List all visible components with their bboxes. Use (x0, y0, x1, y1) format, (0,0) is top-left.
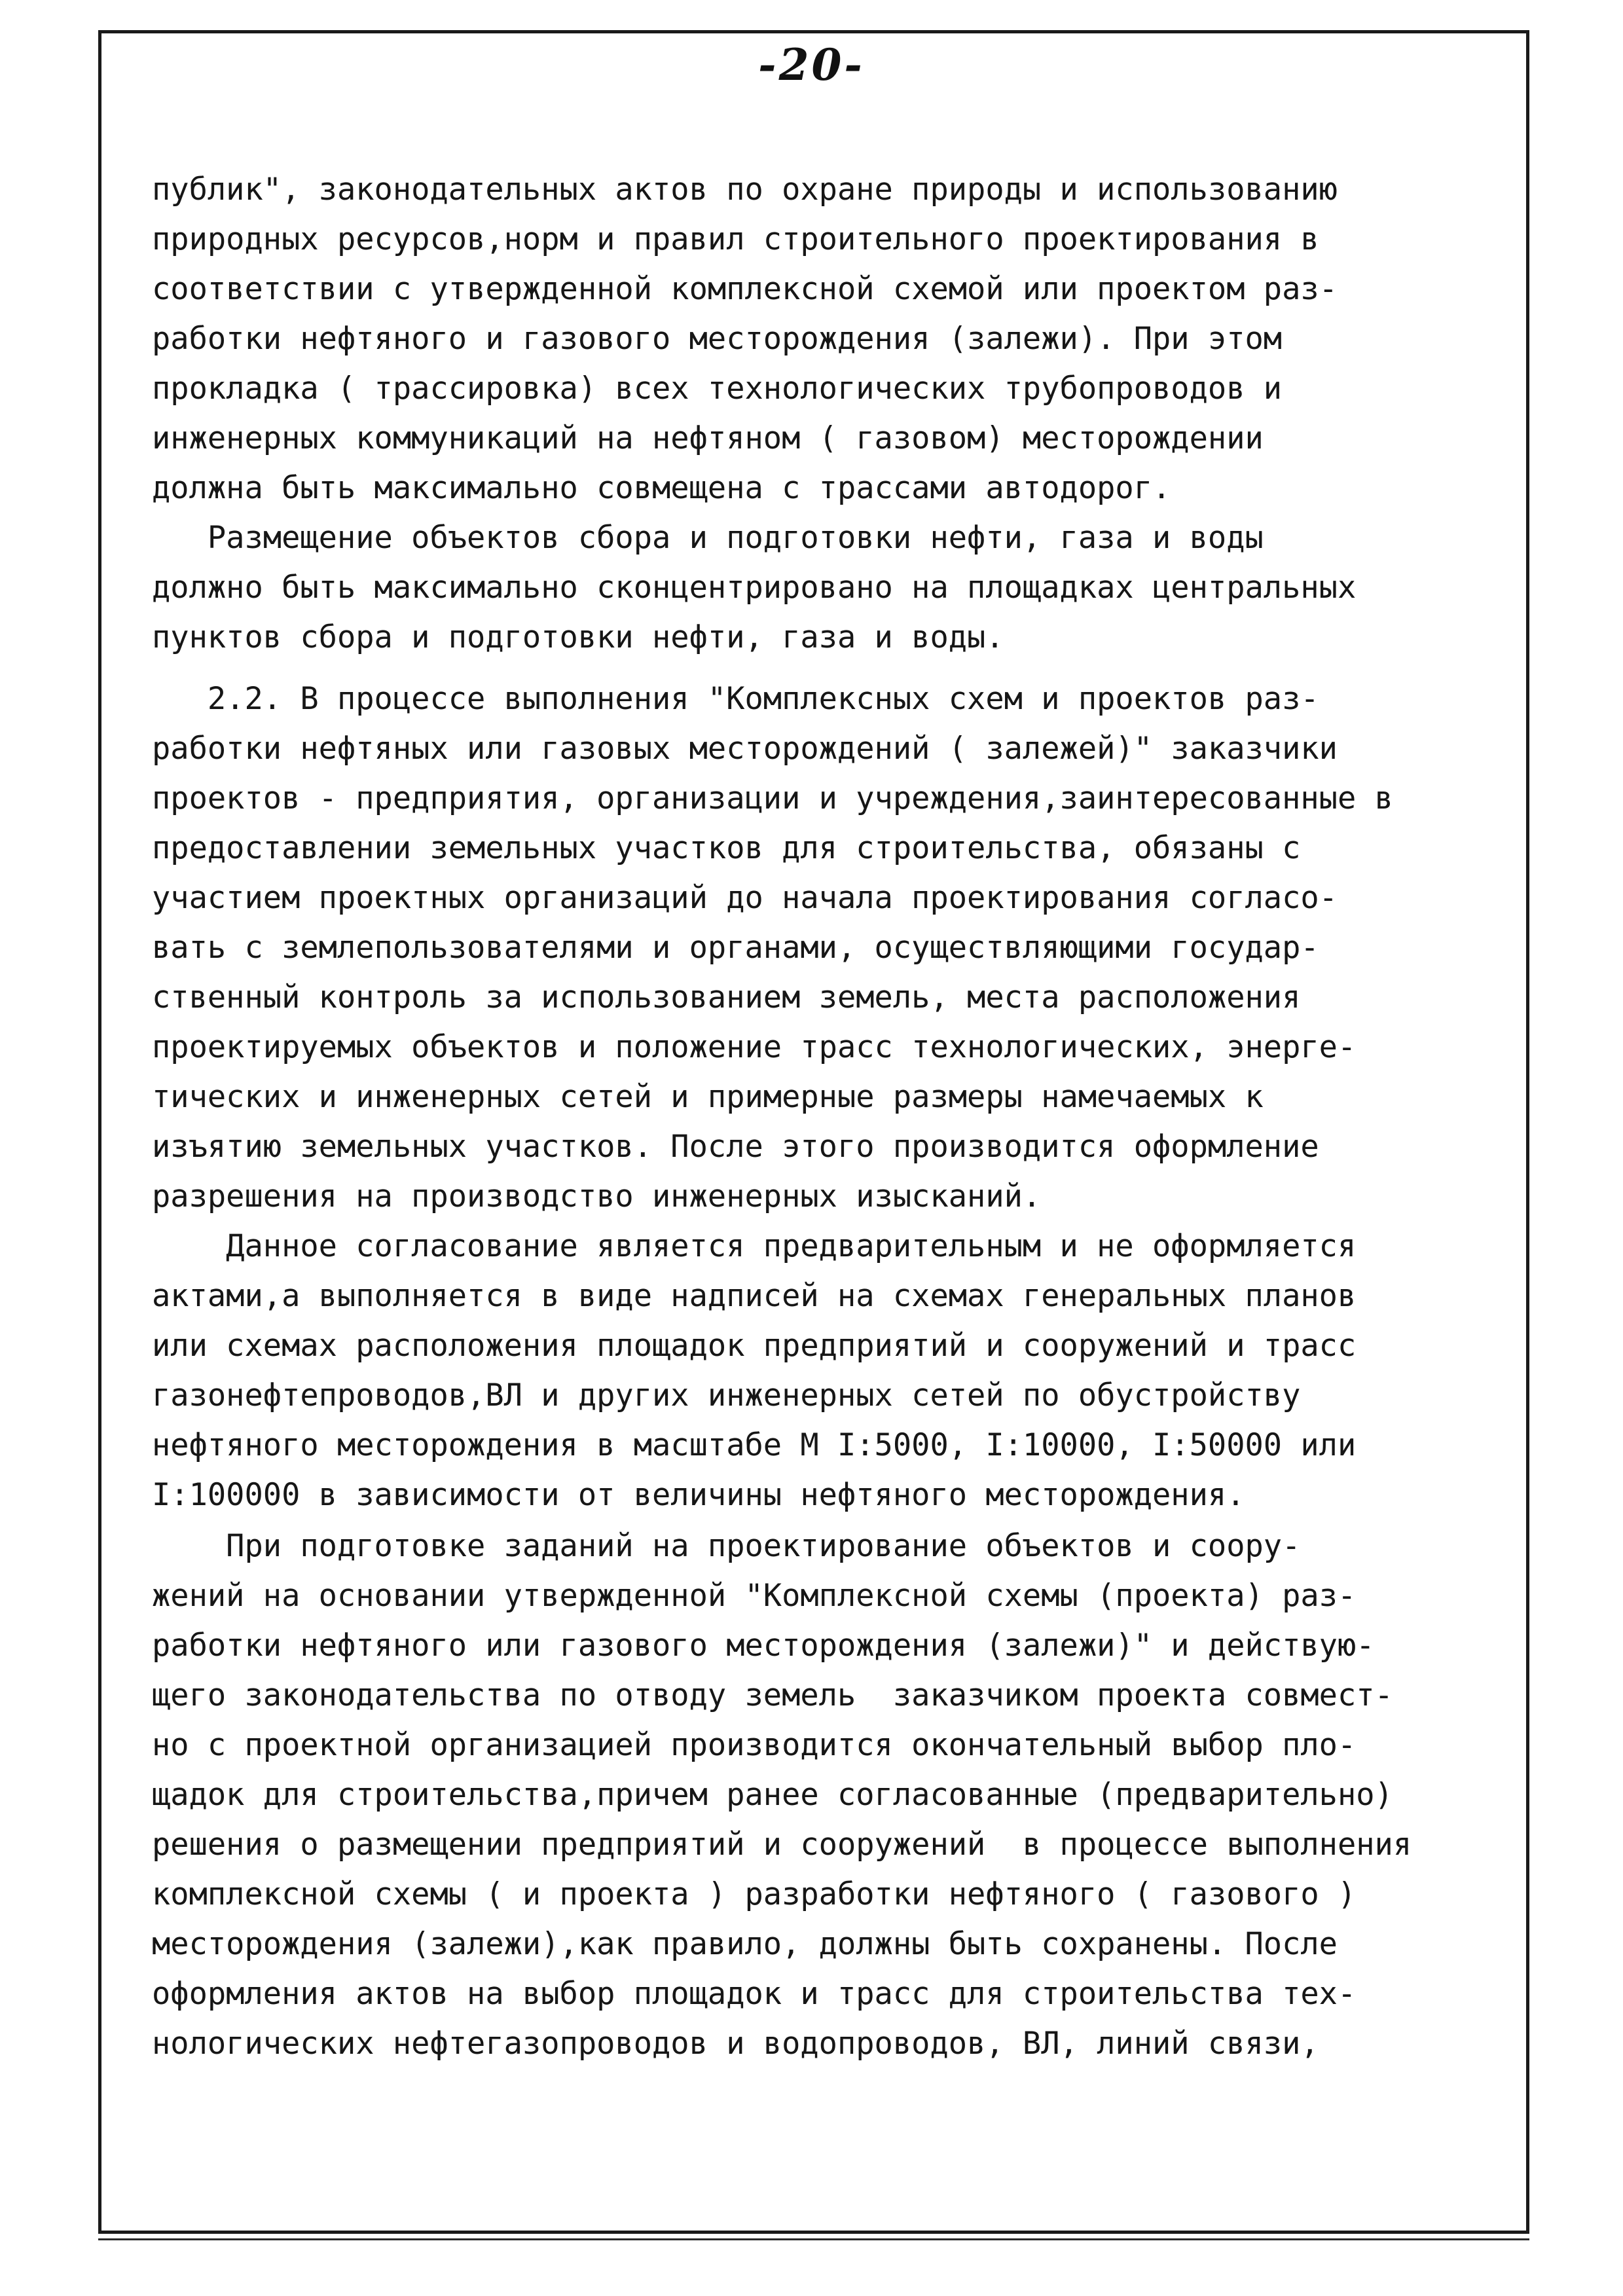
text-line: щадок для строительства,причем ранее согласованные (предварительно) (152, 1777, 1393, 1813)
text-line: актами,а выполняется в виде надписей на схемах генеральных планов (152, 1278, 1357, 1314)
paragraph-task-preparation (152, 1522, 1527, 2069)
text-line: работки нефтяного или газового месторождения (залежи)" и действую- (152, 1628, 1375, 1664)
text-line: должно быть максимально сконцентрировано на площадках центральных (152, 570, 1357, 606)
text-line: публик", законодательных актов по охране природы и использованию (152, 172, 1338, 208)
text-line: прокладка ( трассировка) всех технологических трубопроводов и (152, 371, 1283, 407)
text-line: нологических нефтегазопроводов и водопроводов, ВЛ, линий связи, (152, 2026, 1319, 2062)
text-line: предоставлении земельных участков для строительства, обязаны с (152, 830, 1301, 866)
page-bottom-rule (98, 2238, 1529, 2240)
text-line: природных ресурсов,норм и правил строительного проектирования в (152, 221, 1319, 257)
text-line: проектируемых объектов и положение трасс технологических, энерге- (152, 1029, 1357, 1065)
text-line: участием проектных организаций до начала проектирования согласо- (152, 880, 1338, 916)
text-line: газонефтепроводов,ВЛ и других инженерных сетей по обустройству (152, 1377, 1301, 1413)
text-line: разрешения на производство инженерных изысканий. (152, 1178, 1042, 1214)
text-line: инженерных коммуникаций на нефтяном ( газовом) месторождении (152, 420, 1264, 456)
text-line: работки нефтяного и газового месторождения (залежи). При этом (152, 321, 1283, 357)
text-line: должна быть максимально совмещена с трассами автодорог. (152, 470, 1171, 506)
paragraph-section-2-2 (152, 674, 1527, 1222)
text-line: жений на основании утвержденной "Комплексной схемы (проекта) раз- (152, 1578, 1357, 1614)
text-line: оформления актов на выбор площадок и трасс для строительства тех- (152, 1976, 1357, 2012)
paragraph-facility-placement (152, 513, 1527, 663)
text-line: комплексной схемы ( и проекта ) разработки нефтяного ( газового ) (152, 1876, 1357, 1912)
text-line: или схемах расположения площадок предприятий и сооружений и трасс (152, 1328, 1357, 1364)
text-line: изъятию земельных участков. После этого производится оформление (152, 1129, 1319, 1165)
paragraph-legislation-intro (152, 165, 1527, 513)
text-line: При подготовке заданий на проектирование объектов и соору- (152, 1528, 1301, 1564)
text-line: проектов - предприятия, организации и учреждения,заинтересованные в (152, 780, 1393, 816)
text-line: тических и инженерных сетей и примерные размеры намечаемых к (152, 1079, 1264, 1115)
text-line: ственный контроль за использованием земель, места расположения (152, 979, 1301, 1015)
text-line: пунктов сбора и подготовки нефти, газа и воды. (152, 619, 1004, 655)
text-line: 2.2. В процессе выполнения "Комплексных схем и проектов раз- (152, 681, 1319, 717)
text-line: вать с землепользователями и органами, осуществляющими государ- (152, 930, 1319, 966)
text-line: работки нефтяных или газовых месторождений ( залежей)" заказчики (152, 731, 1338, 767)
page-number: -20- (758, 39, 865, 90)
paragraph-preliminary-approval (152, 1222, 1527, 1520)
text-line: соответствии с утвержденной комплексной схемой или проектом раз- (152, 271, 1338, 307)
text-line: щего законодательства по отводу земель заказчиком проекта совмест- (152, 1677, 1393, 1713)
text-line: но с проектной организацией производится окончательный выбор пло- (152, 1727, 1357, 1763)
text-line: I:100000 в зависимости от величины нефтяного месторождения. (152, 1477, 1245, 1513)
text-line: Данное согласование является предварительным и не оформляется (152, 1228, 1357, 1264)
text-line: решения о размещении предприятий и сооружений в процессе выполнения (152, 1827, 1412, 1863)
text-line: месторождения (залежи),как правило, должны быть сохранены. После (152, 1926, 1338, 1962)
text-line: Размещение объектов сбора и подготовки нефти, газа и воды (152, 520, 1264, 556)
text-line: нефтяного месторождения в масштабе М I:5000, I:10000, I:50000 или (152, 1427, 1357, 1463)
